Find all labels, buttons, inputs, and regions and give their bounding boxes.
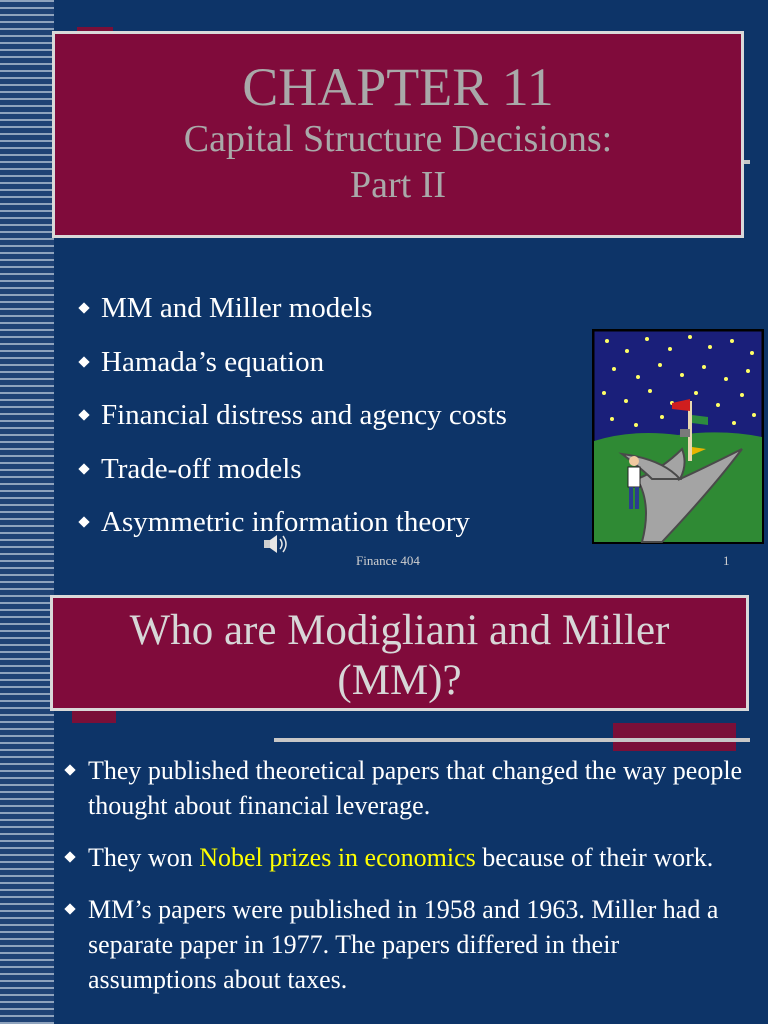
list-item-text: Asymmetric information theory bbox=[101, 506, 470, 538]
slide-title-line-2: (MM)? bbox=[337, 657, 462, 704]
list-item bbox=[62, 753, 752, 823]
slide-2 bbox=[0, 585, 768, 1024]
list-item-text: MM and Miller models bbox=[101, 292, 373, 324]
diamond-bullet-icon bbox=[64, 764, 75, 775]
content-list bbox=[62, 753, 752, 1014]
diamond-bullet-icon bbox=[78, 356, 89, 367]
diamond-bullet-icon bbox=[78, 516, 89, 527]
list-item bbox=[62, 840, 752, 875]
subtitle-line-2: Part II bbox=[349, 164, 447, 206]
diamond-bullet-icon bbox=[78, 463, 89, 474]
diamond-bullet-icon bbox=[64, 851, 75, 862]
topic-list bbox=[78, 282, 507, 550]
page-number: 1 bbox=[723, 553, 730, 568]
list-item-text: Trade-off models bbox=[101, 452, 302, 485]
list-item-text: MM’s papers were published in 1958 and 1963. Miller had a separate paper in 1977. The papers differed in their assumptions about taxes. bbox=[88, 895, 719, 994]
diamond-bullet-icon bbox=[78, 302, 89, 313]
accent-block bbox=[72, 709, 116, 723]
footer-label: Finance 404 bbox=[356, 553, 420, 568]
signpost-crossroads-icon bbox=[592, 329, 764, 544]
chapter-title: CHAPTER 11 bbox=[242, 57, 554, 117]
accent-block bbox=[613, 723, 736, 751]
speaker-icon[interactable] bbox=[262, 533, 290, 555]
title-box bbox=[50, 595, 749, 711]
list-item bbox=[78, 496, 507, 550]
slide-title-line-1: Who are Modigliani and Miller bbox=[129, 607, 670, 654]
list-item-text: They won bbox=[88, 843, 200, 872]
title-box bbox=[52, 31, 744, 238]
diamond-bullet-icon bbox=[78, 409, 89, 420]
diamond-bullet-icon bbox=[64, 903, 75, 914]
list-item bbox=[78, 336, 507, 390]
accent-rule bbox=[274, 738, 750, 742]
list-item bbox=[78, 389, 507, 443]
list-item-text: Financial distress and agency costs bbox=[101, 399, 507, 431]
highlighted-text: Nobel prizes in economics bbox=[199, 843, 476, 872]
list-item bbox=[78, 282, 507, 336]
list-item bbox=[78, 443, 507, 497]
list-item bbox=[62, 892, 752, 997]
list-item-text: because of their work. bbox=[475, 843, 714, 872]
list-item-text: They published theoretical papers that changed the way people thought about financial leverage. bbox=[88, 756, 743, 820]
subtitle-line-1: Capital Structure Decisions: bbox=[183, 118, 613, 160]
list-item-text: Hamada’s equation bbox=[101, 345, 325, 378]
